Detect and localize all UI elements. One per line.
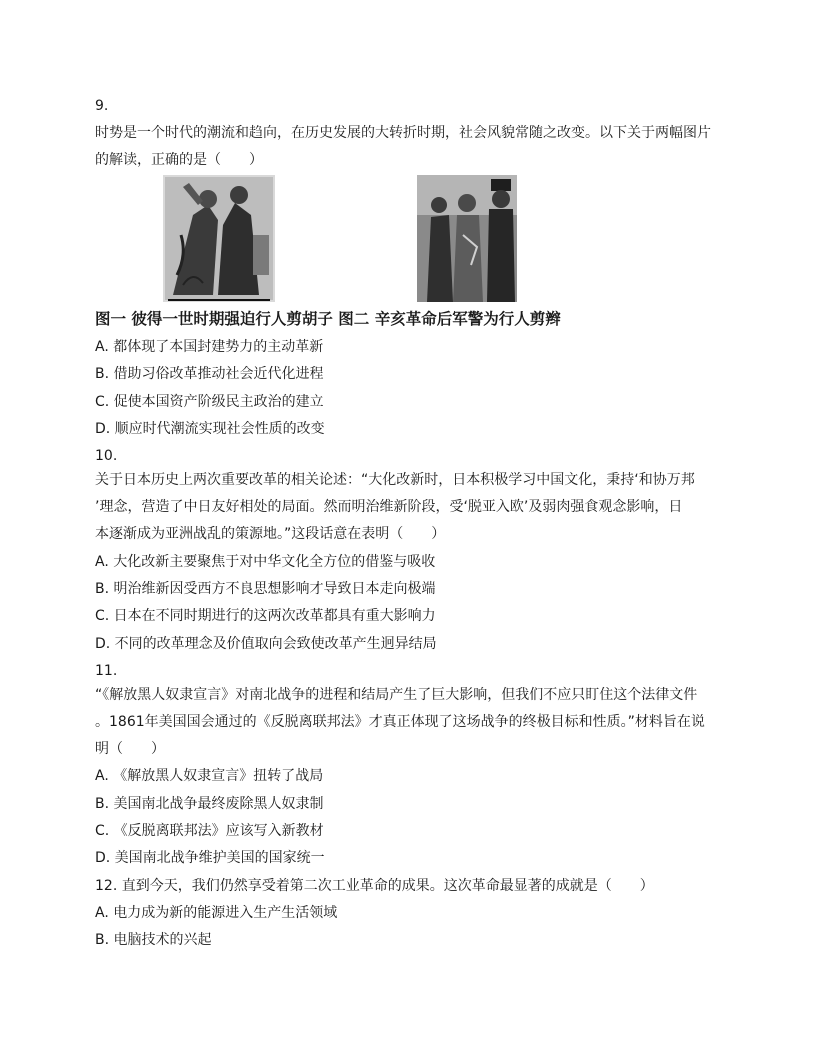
question-9-option-b: B. 借助习俗改革推动社会近代化进程	[95, 366, 324, 382]
question-9-stem-line-1: 时势是一个时代的潮流和趋向，在历史发展的大转折时期，社会风貌常随之改变。以下关于两幅图片	[95, 125, 711, 141]
question-11-stem-line-3: 明（ ）	[95, 741, 165, 757]
question-10-option-c: C. 日本在不同时期进行的这两次改革都具有重大影响力	[95, 608, 436, 624]
question-9-figures	[95, 175, 720, 305]
figure-caption: 图一 彼得一世时期强迫行人剪胡子 图二 辛亥革命后军警为行人剪辫	[95, 310, 561, 328]
question-12-option-b: B. 电脑技术的兴起	[95, 932, 212, 948]
question-11-number: 11.	[95, 663, 118, 679]
question-10-stem-line-2: ’理念，营造了中日友好相处的局面。然而明治维新阶段，受‘脱亚入欧’及弱肉强食观念影响，日	[95, 499, 683, 515]
question-12-option-a: A. 电力成为新的能源进入生产生活领域	[95, 905, 338, 921]
question-9-stem-line-2: 的解读，正确的是（ ）	[95, 152, 263, 168]
figure-2-image	[417, 175, 517, 302]
question-11-option-c: C. 《反脱离联邦法》应该写入新教材	[95, 823, 324, 839]
question-11-stem-line-1: “《解放黑人奴隶宣言》对南北战争的进程和结局产生了巨大影响，但我们不应只盯住这个法律文件	[95, 687, 698, 703]
question-12-stem: 12. 直到今天，我们仍然享受着第二次工业革命的成果。这次革命最显著的成就是（ ）	[95, 878, 654, 894]
question-10-option-a: A. 大化改新主要聚焦于对中华文化全方位的借鉴与吸收	[95, 554, 436, 570]
question-9-number: 9.	[95, 98, 109, 114]
question-11-option-d: D. 美国南北战争维护美国的国家统一	[95, 850, 325, 866]
question-10-stem-line-1: 关于日本历史上两次重要改革的相关论述：“大化改新时，日本积极学习中国文化，秉持‘和协万邦	[95, 472, 695, 488]
question-9-option-d: D. 顺应时代潮流实现社会性质的改变	[95, 421, 325, 437]
question-11-option-b: B. 美国南北战争最终废除黑人奴隶制	[95, 796, 324, 812]
question-10-option-d: D. 不同的改革理念及价值取向会致使改革产生迥异结局	[95, 636, 437, 652]
question-9-option-a: A. 都体现了本国封建势力的主动革新	[95, 339, 324, 355]
question-11-option-a: A. 《解放黑人奴隶宣言》扭转了战局	[95, 768, 324, 784]
question-10-option-b: B. 明治维新因受西方不良思想影响才导致日本走向极端	[95, 581, 436, 597]
figure-1-image	[163, 175, 275, 302]
question-11-stem-line-2: 。1861年美国国会通过的《反脱离联邦法》才真正体现了这场战争的终极目标和性质。”材料旨在说	[95, 714, 705, 730]
question-9-option-c: C. 促使本国资产阶级民主政治的建立	[95, 394, 324, 410]
question-10-stem-line-3: 本逐渐成为亚洲战乱的策源地。”这段话意在表明（ ）	[95, 526, 446, 542]
question-10-number: 10.	[95, 448, 118, 464]
